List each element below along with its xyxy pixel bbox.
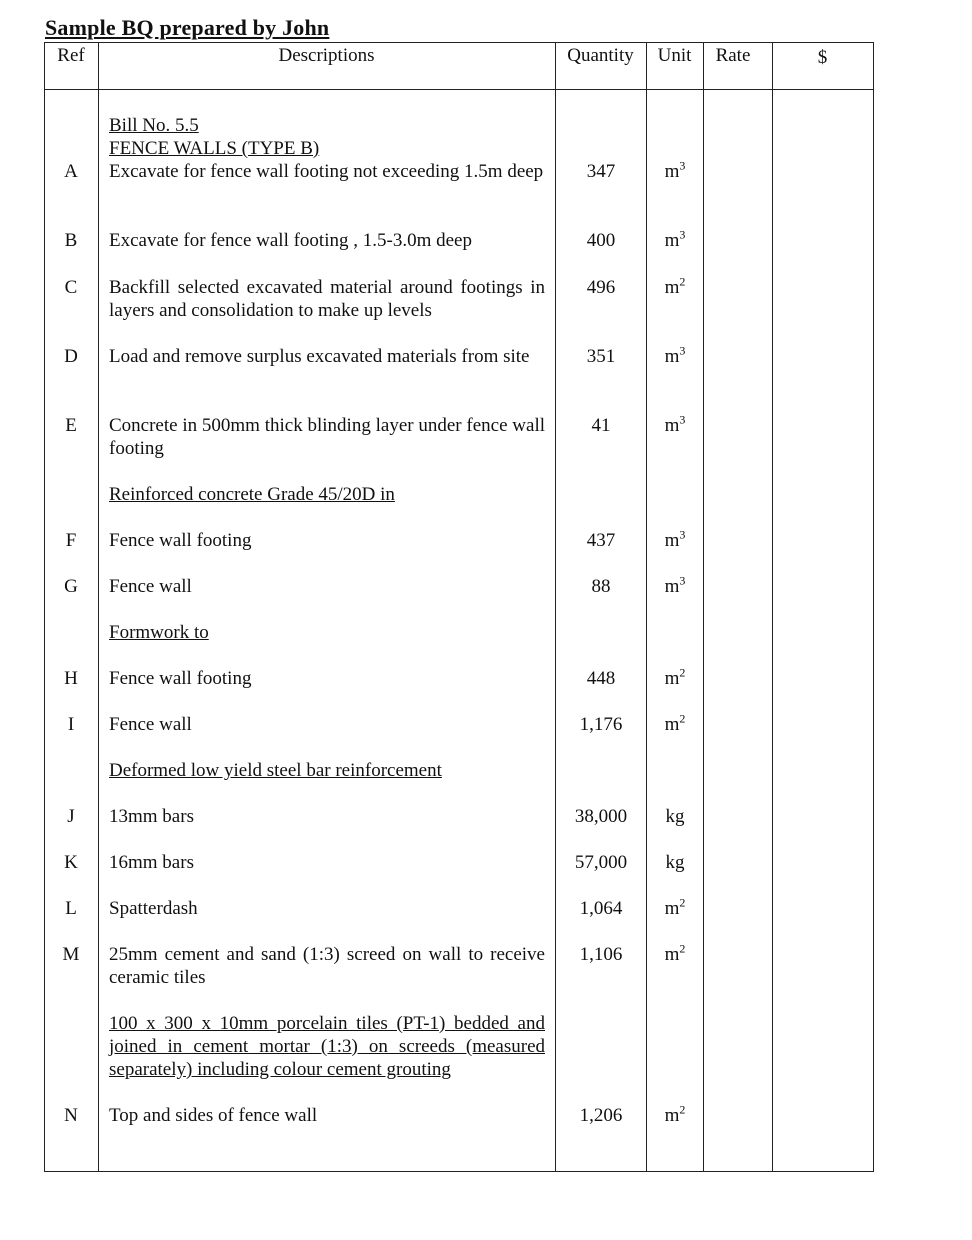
item-ref: M: [62, 944, 80, 965]
item-description: Fence wall footing: [109, 530, 252, 551]
item-unit: $m^2$: [664, 1102, 686, 1126]
section-subheading: Reinforced concrete Grade 45/20D in: [109, 484, 395, 505]
item-unit: kg: [665, 806, 685, 827]
header-amount: $: [817, 47, 828, 68]
item-description: Excavate for fence wall footing , 1.5-3.0m deep: [109, 230, 472, 251]
item-ref: G: [64, 576, 78, 597]
item-ref: N: [64, 1105, 78, 1126]
item-unit: $m^2$: [664, 711, 686, 735]
item-description: Top and sides of fence wall: [109, 1105, 318, 1126]
item-quantity: 1,176: [579, 714, 623, 735]
bq-table: [44, 42, 874, 1172]
item-description: 25mm cement and sand (1:3) screed on wall to receive ceramic tiles: [109, 944, 545, 988]
item-ref: B: [64, 230, 78, 251]
item-ref: I: [67, 714, 75, 735]
header-ref: Ref: [57, 45, 85, 66]
item-unit: $m^3$: [664, 227, 686, 251]
item-ref: E: [65, 415, 77, 436]
section-subheading: Formwork to: [109, 622, 209, 643]
item-description: Backfill selected excavated material around footings in layers and consolidation to make up levels: [109, 277, 545, 321]
item-description: Load and remove surplus excavated materials from site: [109, 346, 530, 367]
document-title: Sample BQ prepared by John: [45, 15, 330, 40]
item-description: Fence wall: [109, 714, 192, 735]
item-unit: $m^3$: [664, 573, 686, 597]
row-border: [44, 89, 874, 90]
item-ref: F: [65, 530, 77, 551]
item-ref: D: [64, 346, 78, 367]
bill-number: Bill No. 5.5: [109, 115, 199, 136]
section-subheading: 100 x 300 x 10mm porcelain tiles (PT-1) bedded and joined in cement mortar (1:3) on screeds (measured separately) including colour cement grouting: [109, 1013, 545, 1080]
col-border: [98, 42, 99, 1172]
col-border: [703, 42, 704, 1172]
item-ref: H: [64, 668, 78, 689]
item-unit: $m^3$: [664, 158, 686, 182]
item-quantity: 351: [586, 346, 616, 367]
item-quantity: 1,206: [579, 1105, 623, 1126]
item-unit: $m^2$: [664, 941, 686, 965]
item-ref: K: [64, 852, 78, 873]
col-border: [646, 42, 647, 1172]
item-quantity: 347: [586, 161, 616, 182]
item-ref: C: [64, 277, 78, 298]
col-border: [555, 42, 556, 1172]
item-ref: L: [65, 898, 77, 919]
item-unit: $m^3$: [664, 527, 686, 551]
item-unit: $m^2$: [664, 895, 686, 919]
item-ref: A: [64, 161, 78, 182]
item-description: Fence wall: [109, 576, 192, 597]
item-quantity: 437: [586, 530, 616, 551]
header-quantity: Quantity: [567, 45, 634, 66]
bill-heading: FENCE WALLS (TYPE B): [109, 138, 320, 159]
item-unit: $m^2$: [664, 665, 686, 689]
item-ref: J: [67, 806, 75, 827]
item-description: Fence wall footing: [109, 668, 252, 689]
item-quantity: 57,000: [574, 852, 628, 873]
item-quantity: 400: [586, 230, 616, 251]
item-quantity: 496: [586, 277, 616, 298]
item-quantity: 41: [591, 415, 611, 436]
item-unit: $m^3$: [664, 412, 686, 436]
item-quantity: 88: [591, 576, 611, 597]
col-border: [44, 42, 45, 1172]
col-border: [873, 42, 874, 1172]
row-border: [44, 1171, 874, 1172]
item-description: 16mm bars: [109, 852, 194, 873]
item-description: Spatterdash: [109, 898, 198, 919]
item-unit: $m^3$: [664, 343, 686, 367]
header-unit: Unit: [657, 45, 692, 66]
section-subheading: Deformed low yield steel bar reinforcement: [109, 760, 442, 781]
header-descriptions: Descriptions: [278, 45, 375, 66]
item-unit: kg: [665, 852, 685, 873]
item-description: Excavate for fence wall footing not exceeding 1.5m deep: [109, 161, 544, 182]
item-quantity: 38,000: [574, 806, 628, 827]
item-unit: $m^2$: [664, 274, 686, 298]
item-quantity: 1,064: [579, 898, 623, 919]
item-description: Concrete in 500mm thick blinding layer under fence wall footing: [109, 415, 545, 459]
item-quantity: 1,106: [579, 944, 623, 965]
col-border: [772, 42, 773, 1172]
item-quantity: 448: [586, 668, 616, 689]
header-rate: Rate: [715, 45, 751, 66]
item-description: 13mm bars: [109, 806, 194, 827]
